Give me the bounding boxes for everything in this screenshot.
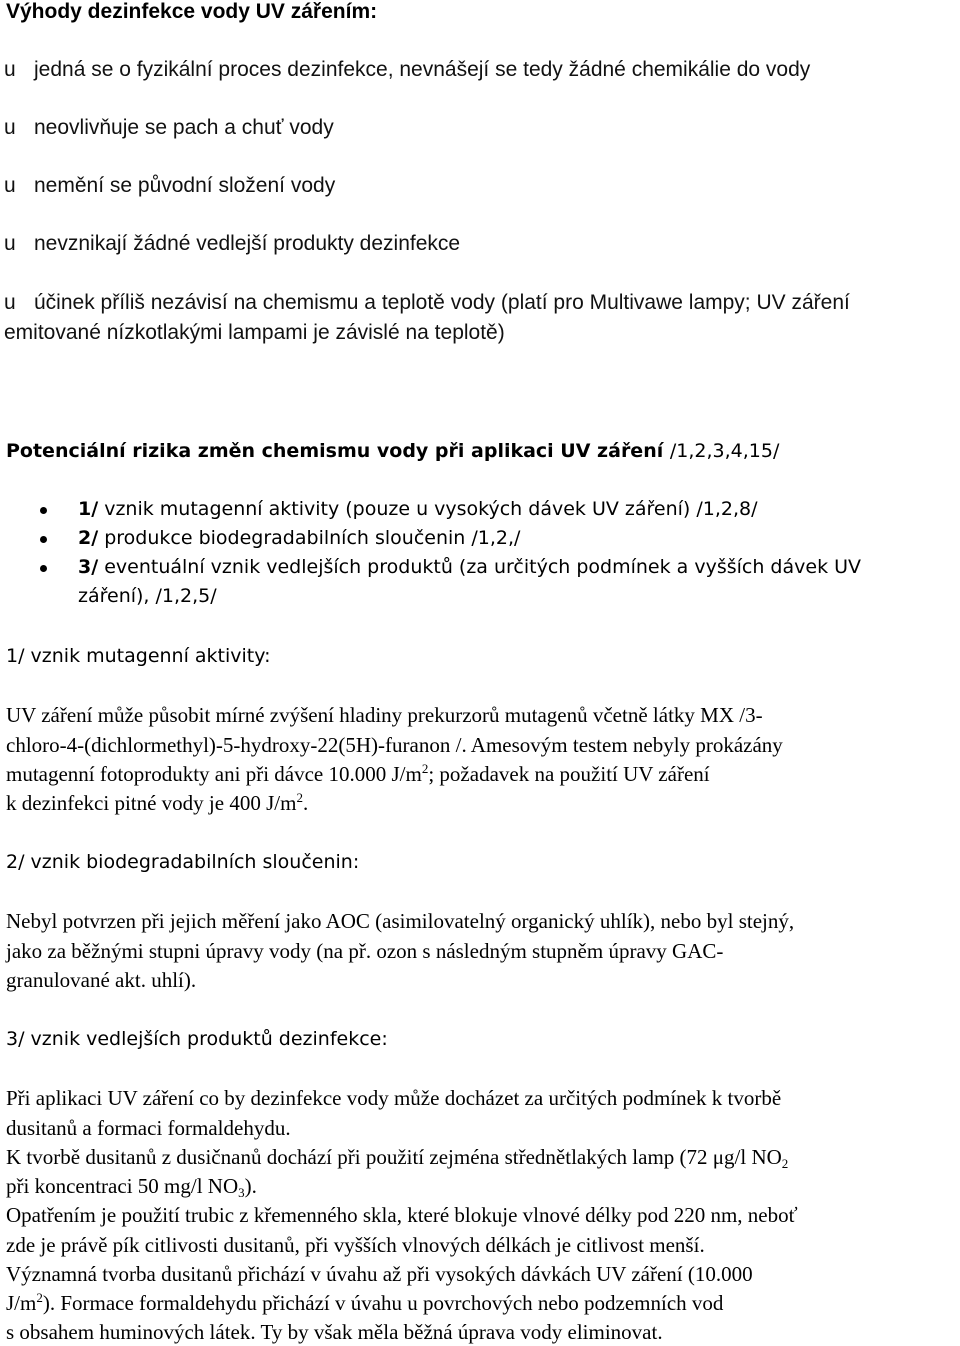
section3-line: Při aplikaci UV záření co by dezinfekce vody může docházet za určitých podmínek k tvorbě <box>6 1086 782 1110</box>
bullet-text: produkce biodegradabilních sloučenin /1,2,/ <box>104 527 521 549</box>
advantage-item <box>4 232 460 256</box>
section1-line-text: mutagenní fotoprodukty ani při dávce 10.000 J/m <box>6 762 422 786</box>
item-marker: u <box>4 58 16 81</box>
item-marker: u <box>4 232 16 255</box>
bullet-number: 3/ <box>78 556 99 578</box>
section3-line: zde je právě pík citlivosti dusitanů, při vyšších vlnových délkách je citlivost menší. <box>6 1233 705 1257</box>
section3-line <box>6 1174 257 1199</box>
section3-line-text: ). Formace formaldehydu přichází v úvahu u povrchových nebo podzemních vod <box>42 1291 724 1315</box>
subscript: 3 <box>238 1185 245 1200</box>
risks-heading-text: Potenciální rizika změn chemismu vody při aplikaci UV záření <box>6 440 664 462</box>
bullet-text: vznik mutagenní aktivity (pouze u vysokých dávek UV záření) /1,2,8/ <box>104 498 758 520</box>
section1-line: chloro-4-(dichlormethyl)-5-hydroxy-22(5H)-furanon /. Amesovým testem nebyly prokázány <box>6 733 783 757</box>
section1-line <box>6 762 710 787</box>
section2-line: jako za běžnými stupni úpravy vody (na př. ozon s následným stupněm úpravy GAC- <box>6 939 724 963</box>
section1-line <box>6 791 308 816</box>
bullet-dot <box>40 536 47 543</box>
advantage-continuation: emitované nízkotlakými lampami je závislé na teplotě) <box>4 321 505 344</box>
bullet-number: 2/ <box>78 527 99 549</box>
section3-line-text: J/m <box>6 1291 37 1315</box>
bullet-number: 1/ <box>78 498 99 520</box>
bullet-dot <box>40 507 47 514</box>
section3-line: Významná tvorba dusitanů přichází v úvahu až při vysokých dávkách UV záření (10.000 <box>6 1262 753 1286</box>
advantage-text: neovlivňuje se pach a chuť vody <box>34 116 334 139</box>
subscript: 2 <box>781 1156 789 1171</box>
bullet-text: eventuální vznik vedlejších produktů (za určitých podmínek a vyšších dávek UV <box>104 556 862 578</box>
superscript: 2 <box>421 761 429 776</box>
section1-line-text: . <box>302 791 309 815</box>
superscript: 2 <box>36 1290 43 1305</box>
section3-line-text: ). <box>244 1174 257 1198</box>
advantage-text: nevznikají žádné vedlejší produkty dezinfekce <box>34 232 461 255</box>
section2-line: granulované akt. uhlí). <box>6 968 197 992</box>
advantage-text: nemění se původní složení vody <box>34 174 336 197</box>
risks-heading-refs: /1,2,3,4,15/ <box>669 440 780 462</box>
advantage-item <box>4 174 335 198</box>
section1-line-text: k dezinfekci pitné vody je 400 J/m <box>6 791 297 815</box>
superscript: 2 <box>296 790 303 805</box>
section1-line: UV záření může působit mírné zvýšení hladiny prekurzorů mutagenů včetně látky MX /3- <box>6 703 763 727</box>
document-title: Výhody dezinfekce vody UV zářením: <box>6 0 378 23</box>
bullet-dot <box>40 565 47 572</box>
section3-heading: 3/ vznik vedlejších produktů dezinfekce: <box>6 1028 388 1050</box>
advantage-item <box>4 291 850 315</box>
section3-line <box>6 1145 788 1170</box>
section2-heading: 2/ vznik biodegradabilních sloučenin: <box>6 851 360 873</box>
section3-line: s obsahem huminových látek. Ty by však měla běžná úprava vody eliminovat. <box>6 1320 663 1344</box>
advantage-text: jedná se o fyzikální proces dezinfekce, nevnášejí se tedy žádné chemikálie do vody <box>34 58 811 81</box>
section3-line: Opatřením je použití trubic z křemenného skla, které blokuje vlnové délky pod 220 nm, neboť <box>6 1203 798 1227</box>
advantage-text: účinek příliš nezávisí na chemismu a teplotě vody (platí pro Multivawe lampy; UV záření <box>34 291 850 314</box>
section1-heading: 1/ vznik mutagenní aktivity: <box>6 645 271 667</box>
section3-line <box>6 1291 723 1316</box>
bullet-continuation: záření), /1,2,5/ <box>78 585 217 607</box>
advantage-item <box>4 116 334 140</box>
item-marker: u <box>4 174 16 197</box>
section3-line-text: K tvorbě dusitanů z dusičnanů dochází při použití zejména střednětlakých lamp (72 μg/l NO <box>6 1145 782 1169</box>
section3-line: dusitanů a formaci formaldehydu. <box>6 1116 291 1140</box>
section1-line-text: ; požadavek na použití UV záření <box>428 762 710 786</box>
risks-heading <box>6 440 779 462</box>
advantage-item <box>4 58 810 82</box>
section2-line: Nebyl potvrzen při jejich měření jako AOC (asimilovatelný organický uhlík), nebo byl stejný, <box>6 909 795 933</box>
item-marker: u <box>4 116 16 139</box>
item-marker: u <box>4 291 16 314</box>
section3-line-text: při koncentraci 50 mg/l NO <box>6 1174 239 1198</box>
